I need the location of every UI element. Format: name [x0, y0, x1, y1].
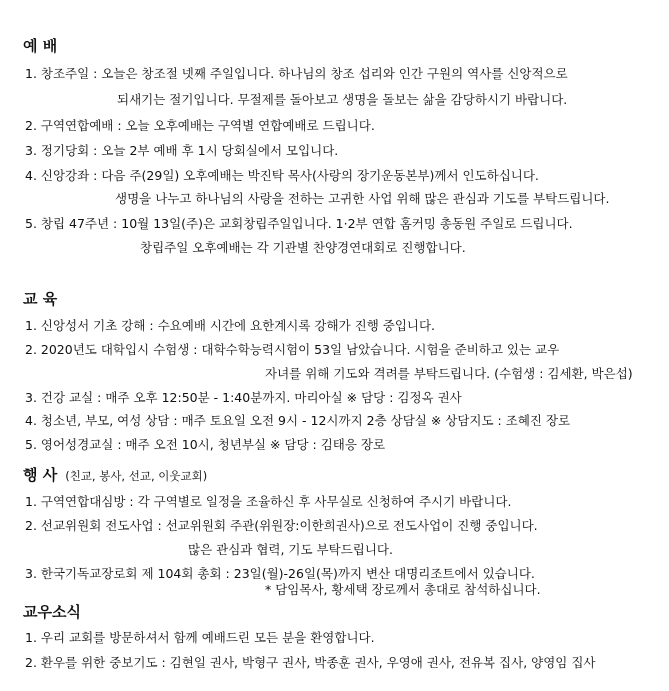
- section-heading-education: [23, 288, 57, 309]
- heading-text: 예 배: [23, 37, 58, 55]
- events-item-2-line-1: 2. 선교위원회 전도사업 : 선교위원회 주관(위원장:이한희권사)으로 전도사업이 진행 중입니다.: [25, 518, 538, 533]
- worship-item-1-line-2: 되새기는 절기입니다. 무절제를 돌아보고 생명을 돌보는 삶을 감당하시기 바랍니다.: [117, 92, 568, 107]
- worship-item-4-line-2: 생명을 나누고 하나님의 사랑을 전하는 고귀한 사업 위해 많은 관심과 기도를 부탁드립니다.: [115, 191, 610, 206]
- events-item-2-line-2: 많은 관심과 협력, 기도 부탁드립니다.: [188, 542, 393, 557]
- education-item-2-line-2: 자녀를 위해 기도와 격려를 부탁드립니다. (수험생 : 김세환, 박은섭): [265, 366, 633, 381]
- heading-text: 교우소식: [23, 603, 81, 621]
- worship-item-1-line-1: 1. 창조주일 : 오늘은 창조절 넷째 주일입니다. 하나님의 창조 섭리와 인간 구원의 역사를 신앙적으로: [25, 66, 568, 81]
- events-item-3-line-2: * 담임목사, 황세택 장로께서 총대로 참석하십니다.: [265, 582, 541, 597]
- heading-text: 교 육: [23, 290, 58, 308]
- education-item-4: 4. 청소년, 부모, 여성 상담 : 매주 토요일 오전 9시 - 12시까지 2층 상담실 ※ 상담지도 : 조혜진 장로: [25, 413, 571, 428]
- education-item-2-line-1: 2. 2020년도 대학입시 수험생 : 대학수학능력시험이 53일 남았습니다. 시험을 준비하고 있는 교우: [25, 342, 560, 357]
- worship-item-5-line-2: 창립주일 오후예배는 각 기관별 찬양경연대회로 진행합니다.: [140, 240, 466, 255]
- education-item-5: 5. 영어성경교실 : 매주 오전 10시, 청년부실 ※ 담당 : 김태응 장로: [25, 437, 386, 452]
- worship-item-2: 2. 구역연합예배 : 오늘 오후예배는 구역별 연합예배로 드립니다.: [25, 118, 375, 133]
- events-item-3-line-1: 3. 한국기독교장로회 제 104회 총회 : 23일(월)-26일(목)까지 변산 대명리조트에서 있습니다.: [25, 566, 535, 581]
- member-news-item-2: 2. 환우를 위한 중보기도 : 김현일 권사, 박형구 권사, 박종훈 권사, 우영애 권사, 전유복 집사, 양영임 집사: [25, 655, 596, 670]
- education-item-1: 1. 신앙성서 기초 강해 : 수요예배 시간에 요한계시록 강해가 진행 중입니다.: [25, 318, 436, 333]
- heading-text: 행 사: [23, 466, 58, 484]
- section-heading-events: [23, 464, 207, 485]
- worship-item-3: 3. 정기당회 : 오늘 2부 예배 후 1시 당회실에서 모입니다.: [25, 143, 339, 158]
- section-heading-member-news: [23, 601, 81, 622]
- education-item-3: 3. 건강 교실 : 매주 오후 12:50분 - 1:40분까지. 마리아실 ※ 담당 : 김정옥 권사: [25, 390, 462, 405]
- worship-item-5-line-1: 5. 창립 47주년 : 10월 13일(주)은 교회창립주일입니다. 1·2부 연합 홈커밍 총동원 주일로 드립니다.: [25, 216, 573, 231]
- section-heading-worship: [23, 35, 57, 56]
- worship-item-4-line-1: 4. 신앙강좌 : 다음 주(29일) 오후예배는 박진탁 목사(사랑의 장기운동본부)께서 인도하십니다.: [25, 168, 539, 183]
- events-item-1: 1. 구역연합대심방 : 각 구역별로 일정을 조율하신 후 사무실로 신청하여 주시기 바랍니다.: [25, 494, 512, 509]
- section-heading-events-sub: (친교, 봉사, 선교, 이웃교회): [65, 469, 208, 483]
- member-news-item-1: 1. 우리 교회를 방문하셔서 함께 예배드린 모든 분을 환영합니다.: [25, 630, 375, 645]
